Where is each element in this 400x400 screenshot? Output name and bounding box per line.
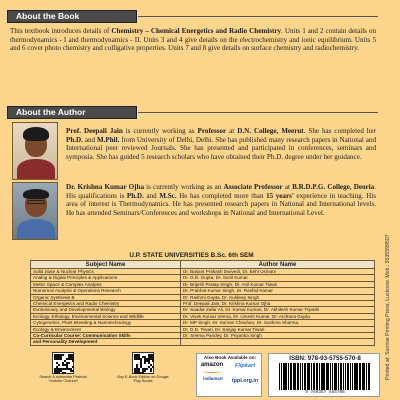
barcode-bar bbox=[345, 363, 347, 390]
barcode-bar bbox=[302, 363, 304, 390]
qr-module bbox=[142, 372, 144, 374]
store-title: Also Book Available on: bbox=[203, 355, 257, 360]
barcode-bar bbox=[369, 363, 370, 390]
subject-cell: Analog & Digital Principles & Applications bbox=[31, 275, 181, 281]
subject-cell: Numerical Analysis & Operations Research bbox=[31, 288, 181, 294]
youtube-qr-caption: Search & subscribe Prabhat Youtube Channel bbox=[39, 375, 87, 384]
google-play-qr-code[interactable] bbox=[132, 352, 154, 374]
subject-cell: Solid State & Nuclear Physics bbox=[31, 269, 181, 275]
author-cell: Dr. MP Singh, Dr. Suman Chauhan, Dr. Sushma Sharma, bbox=[181, 320, 375, 326]
qr-module bbox=[72, 360, 74, 362]
barcode-bar bbox=[314, 363, 315, 390]
google-play-qr-caption: Buy E-Book Edition on Google Play Books bbox=[117, 375, 169, 384]
author-cell: Dr. Brijesh Pratap Singh, Dr. Anil Kumar Tiwari bbox=[181, 281, 375, 287]
barcode-bar bbox=[285, 363, 287, 390]
author-cell bbox=[181, 339, 375, 345]
author-cell: Dr. Seema Pandey, Dr. Priyanka Singh bbox=[181, 333, 375, 339]
barcode-bar bbox=[359, 363, 360, 390]
qr-module bbox=[58, 372, 60, 374]
subject-cell: Organic Synthesis B bbox=[31, 294, 181, 300]
author-cell: Dr. D.D. Tiwari, Dr. Sanjay Kumar Tiwari bbox=[181, 326, 375, 332]
isbn-digits: 9 789357 555708 bbox=[305, 390, 345, 395]
author-photo-krishna-kumar-ojha bbox=[12, 182, 58, 240]
heading-rule bbox=[138, 16, 378, 17]
author-cell: Dr. Prabhat Kumar Singh, Dr. Rashid Kamar bbox=[181, 288, 375, 294]
qr-module bbox=[146, 368, 148, 370]
qr-module bbox=[60, 358, 62, 360]
barcode-bar bbox=[308, 363, 310, 390]
barcode-bar bbox=[326, 363, 327, 390]
store-availability-box bbox=[196, 353, 262, 397]
subject-cell: and Personality Development bbox=[31, 339, 181, 345]
amazon-logo[interactable]: amazon bbox=[199, 362, 225, 374]
subject-cell: Ecology, Ethology, Environmental Science and Wildlife bbox=[31, 313, 181, 319]
printer-info: Printed at: Sunrise Printing Press, Lucknow. Mob.: 9335599507 bbox=[385, 234, 391, 380]
subject-cell: Cytogenetics, Plant Breeding & Nanotechnology bbox=[31, 320, 181, 326]
series-table bbox=[30, 260, 375, 346]
qr-module bbox=[72, 366, 74, 368]
column-header-author: Author Name bbox=[181, 261, 375, 269]
heading-rule bbox=[138, 112, 378, 113]
author-cell: Prof. Deepali Jain, Dr. Krishna Kumar Ojha bbox=[181, 301, 375, 307]
isbn-barcode-box bbox=[268, 353, 380, 397]
flipkart-logo[interactable]: Flipkart bbox=[234, 363, 256, 369]
barcode-bar bbox=[363, 363, 365, 390]
youtube-qr-code[interactable] bbox=[52, 352, 74, 374]
author-cell: Dr. Rashmi Gupta, Dr. Kuldeep Singh bbox=[181, 294, 375, 300]
subject-cell: Metric Space & Complex Analysis bbox=[31, 281, 181, 287]
author-cell: Dr. D.D. Gupta, Dr. Sunil Kumar bbox=[181, 275, 375, 281]
subject-cell: Ecology & Environment bbox=[31, 326, 181, 332]
author-cell: Dr. Basant Prakash Dwivedi, Dr. Behl Usmani bbox=[181, 269, 375, 275]
table-header-row bbox=[31, 261, 375, 269]
author-cell: Dr. Vivek Kumar Verma, Dr. Umesh Kumar, Dr. Archana Gupta bbox=[181, 313, 375, 319]
barcode-bar bbox=[297, 363, 298, 390]
author2-bio: Dr. Krishna Kumar Ojha is currently working as an Associate Professor at B.R.D.P.G. College, Deoria. His qualifications is Ph.D. and M.Sc. He has completed more than 15 years' experience in teaching. His area of interest is Thermodynamics. He has presented research papers in National and International levels. He has attended Seminars/Conferences and workshops in National and International Level. bbox=[66, 183, 377, 217]
barcode-bar bbox=[332, 363, 334, 390]
tppl-website-link[interactable]: tppl.org.in bbox=[231, 378, 259, 384]
qr-module bbox=[152, 366, 154, 368]
qr-module bbox=[58, 364, 60, 366]
qr-module bbox=[150, 370, 152, 372]
author-photo-deepali-jain bbox=[12, 122, 58, 180]
isbn-label: ISBN: 978-93-5755-570-8 bbox=[289, 355, 361, 362]
qr-module bbox=[144, 362, 146, 364]
author-cell: Dr. Saadat Zafar Ali, Dr. Komal Kumari, Dr. Akhilesh Kumar Tripathi bbox=[181, 307, 375, 313]
qr-module bbox=[68, 362, 70, 364]
barcode bbox=[279, 363, 371, 390]
column-header-subject: Subject Name bbox=[31, 261, 181, 269]
indiamart-logo[interactable]: indiamart bbox=[203, 376, 223, 381]
qr-module bbox=[152, 360, 154, 362]
about-author-heading: About the Author bbox=[7, 106, 137, 119]
about-book-text: This textbook introduces details of Chemistry – Chemical Energetics and Radio Chemistry. Units 1 and 2 contain details on thermodynamics - I and thermodynamics - II. Units 3 and 4 give details on the electrochemistry and ionic equilibrium. Units 5 and 6 cover photo chemistry and colligative properties. Units 7 and 8 give details on surface chemistry and radiochemistry. bbox=[10, 27, 377, 53]
subject-cell: Chemical Energetics and Radio Chemistry bbox=[31, 301, 181, 307]
subject-cell: Evolutionary and Developmental Biology bbox=[31, 307, 181, 313]
qr-module bbox=[64, 372, 66, 374]
barcode-bar bbox=[291, 363, 292, 390]
qr-module bbox=[72, 370, 74, 372]
barcode-bar bbox=[319, 363, 321, 390]
barcode-bar bbox=[338, 363, 340, 390]
author1-bio: Prof. Deepali Jain is currently working as Professor at D.N. College, Meerut. She has completed her Ph.D. and M.Phil. from University of Delhi, Delhi. She has published many research papers in National and International peer reviewed Journals. She has presented and participated in conferences, seminars and symposia. She has guided 5 research scholars who have obtained their Ph.D. degree under her guidance. bbox=[66, 127, 377, 161]
table-row bbox=[31, 339, 375, 345]
barcode-bar bbox=[279, 363, 280, 390]
barcode-bar bbox=[352, 363, 354, 390]
series-table-title: U.P. STATE UNIVERSITIES B.Sc. 6th SEM bbox=[129, 252, 254, 259]
qr-module bbox=[144, 370, 146, 372]
subject-cell: Co-Curricular Course: Communication Skills bbox=[31, 333, 181, 339]
table-body bbox=[31, 269, 375, 346]
qr-module bbox=[62, 354, 64, 356]
about-book-heading: About the Book bbox=[7, 10, 137, 23]
